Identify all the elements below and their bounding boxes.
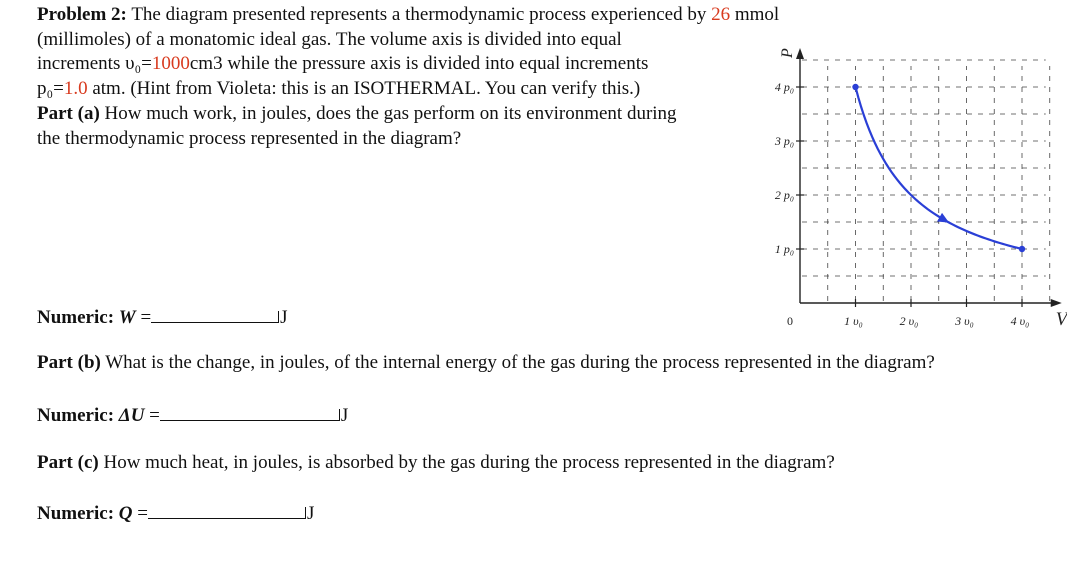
part-b-question xyxy=(37,352,935,374)
p0-symbol: p₀= xyxy=(37,78,64,100)
start-point xyxy=(852,84,858,90)
y-axis-arrow xyxy=(796,48,804,59)
origin-label: 0 xyxy=(787,314,793,328)
problem-text-line3a: increments xyxy=(37,53,126,75)
y-tick-label: 3 p₀ xyxy=(774,134,794,148)
numeric-label-q: Numeric: xyxy=(37,503,115,524)
part-a-label: Part (a) xyxy=(37,102,100,124)
part-b-label: Part (b) xyxy=(37,352,101,373)
part-a-question-line1: How much work, in joules, does the gas perform on its environment during xyxy=(99,102,677,124)
y-tick-label: 2 p₀ xyxy=(774,188,794,202)
y-tick-label: 4 p₀ xyxy=(774,80,794,94)
x-axis-label: V xyxy=(1055,309,1067,330)
du-variable: ΔU xyxy=(118,405,145,426)
problem-text-line4: atm. (Hint from Violeta: this is an ISOTHERMAL. You can verify this.) xyxy=(87,78,641,100)
moles-unit: mmol xyxy=(734,4,780,25)
w-unit: J xyxy=(280,307,288,328)
v0-unit: cm3 while the pressure axis is divided into equal increments xyxy=(189,53,649,75)
q-equals: = xyxy=(132,503,148,524)
w-answer-input[interactable] xyxy=(151,304,279,323)
q-variable: Q xyxy=(118,503,133,524)
part-c-label: Part (c) xyxy=(37,452,99,473)
problem-text-line1: The diagram presented represents a thermodynamic process experienced by xyxy=(131,4,707,25)
pv-diagram xyxy=(770,45,1067,335)
chart-ticks xyxy=(774,80,1030,328)
x-axis-arrow xyxy=(1051,299,1062,307)
x-tick-label: 3 υ₀ xyxy=(955,314,974,328)
problem-text-line2: (millimoles) of a monatomic ideal gas. The volume axis is divided into equal xyxy=(37,28,622,50)
answer-w-row xyxy=(37,304,288,329)
v0-symbol: υ₀= xyxy=(125,53,152,75)
w-equals: = xyxy=(135,307,152,328)
chart-grid xyxy=(802,60,1050,301)
du-equals: = xyxy=(144,405,160,426)
du-unit: J xyxy=(340,405,349,426)
v0-value: 1000 xyxy=(151,53,190,75)
y-axis-label: P xyxy=(779,48,796,58)
du-answer-input[interactable] xyxy=(160,402,340,421)
problem-statement xyxy=(37,3,780,151)
q-unit: J xyxy=(306,503,315,524)
w-variable: W xyxy=(118,307,136,328)
part-a-question-line2: the thermodynamic process represented in the diagram? xyxy=(37,127,462,149)
part-c-text: How much heat, in joules, is absorbed by the gas during the process represented in the diagram? xyxy=(98,452,835,473)
x-tick-label: 4 υ₀ xyxy=(1010,314,1030,328)
x-tick-label: 2 υ₀ xyxy=(899,314,919,328)
numeric-label-w: Numeric: xyxy=(37,307,115,328)
moles-value: 26 xyxy=(711,4,731,25)
part-c-question xyxy=(37,452,835,474)
answer-q-row xyxy=(37,500,314,525)
end-point xyxy=(1019,246,1025,252)
q-answer-input[interactable] xyxy=(148,500,306,519)
y-tick-label: 1 p₀ xyxy=(774,242,794,256)
p0-value: 1.0 xyxy=(63,78,88,100)
answer-du-row xyxy=(37,402,348,427)
problem-label: Problem 2: xyxy=(37,4,127,25)
part-b-text: What is the change, in joules, of the internal energy of the gas during the process represented in the diagram? xyxy=(100,352,935,373)
numeric-label-du: Numeric: xyxy=(37,405,115,426)
chart-axes xyxy=(779,48,1067,330)
x-tick-label: 1 υ₀ xyxy=(844,314,863,328)
